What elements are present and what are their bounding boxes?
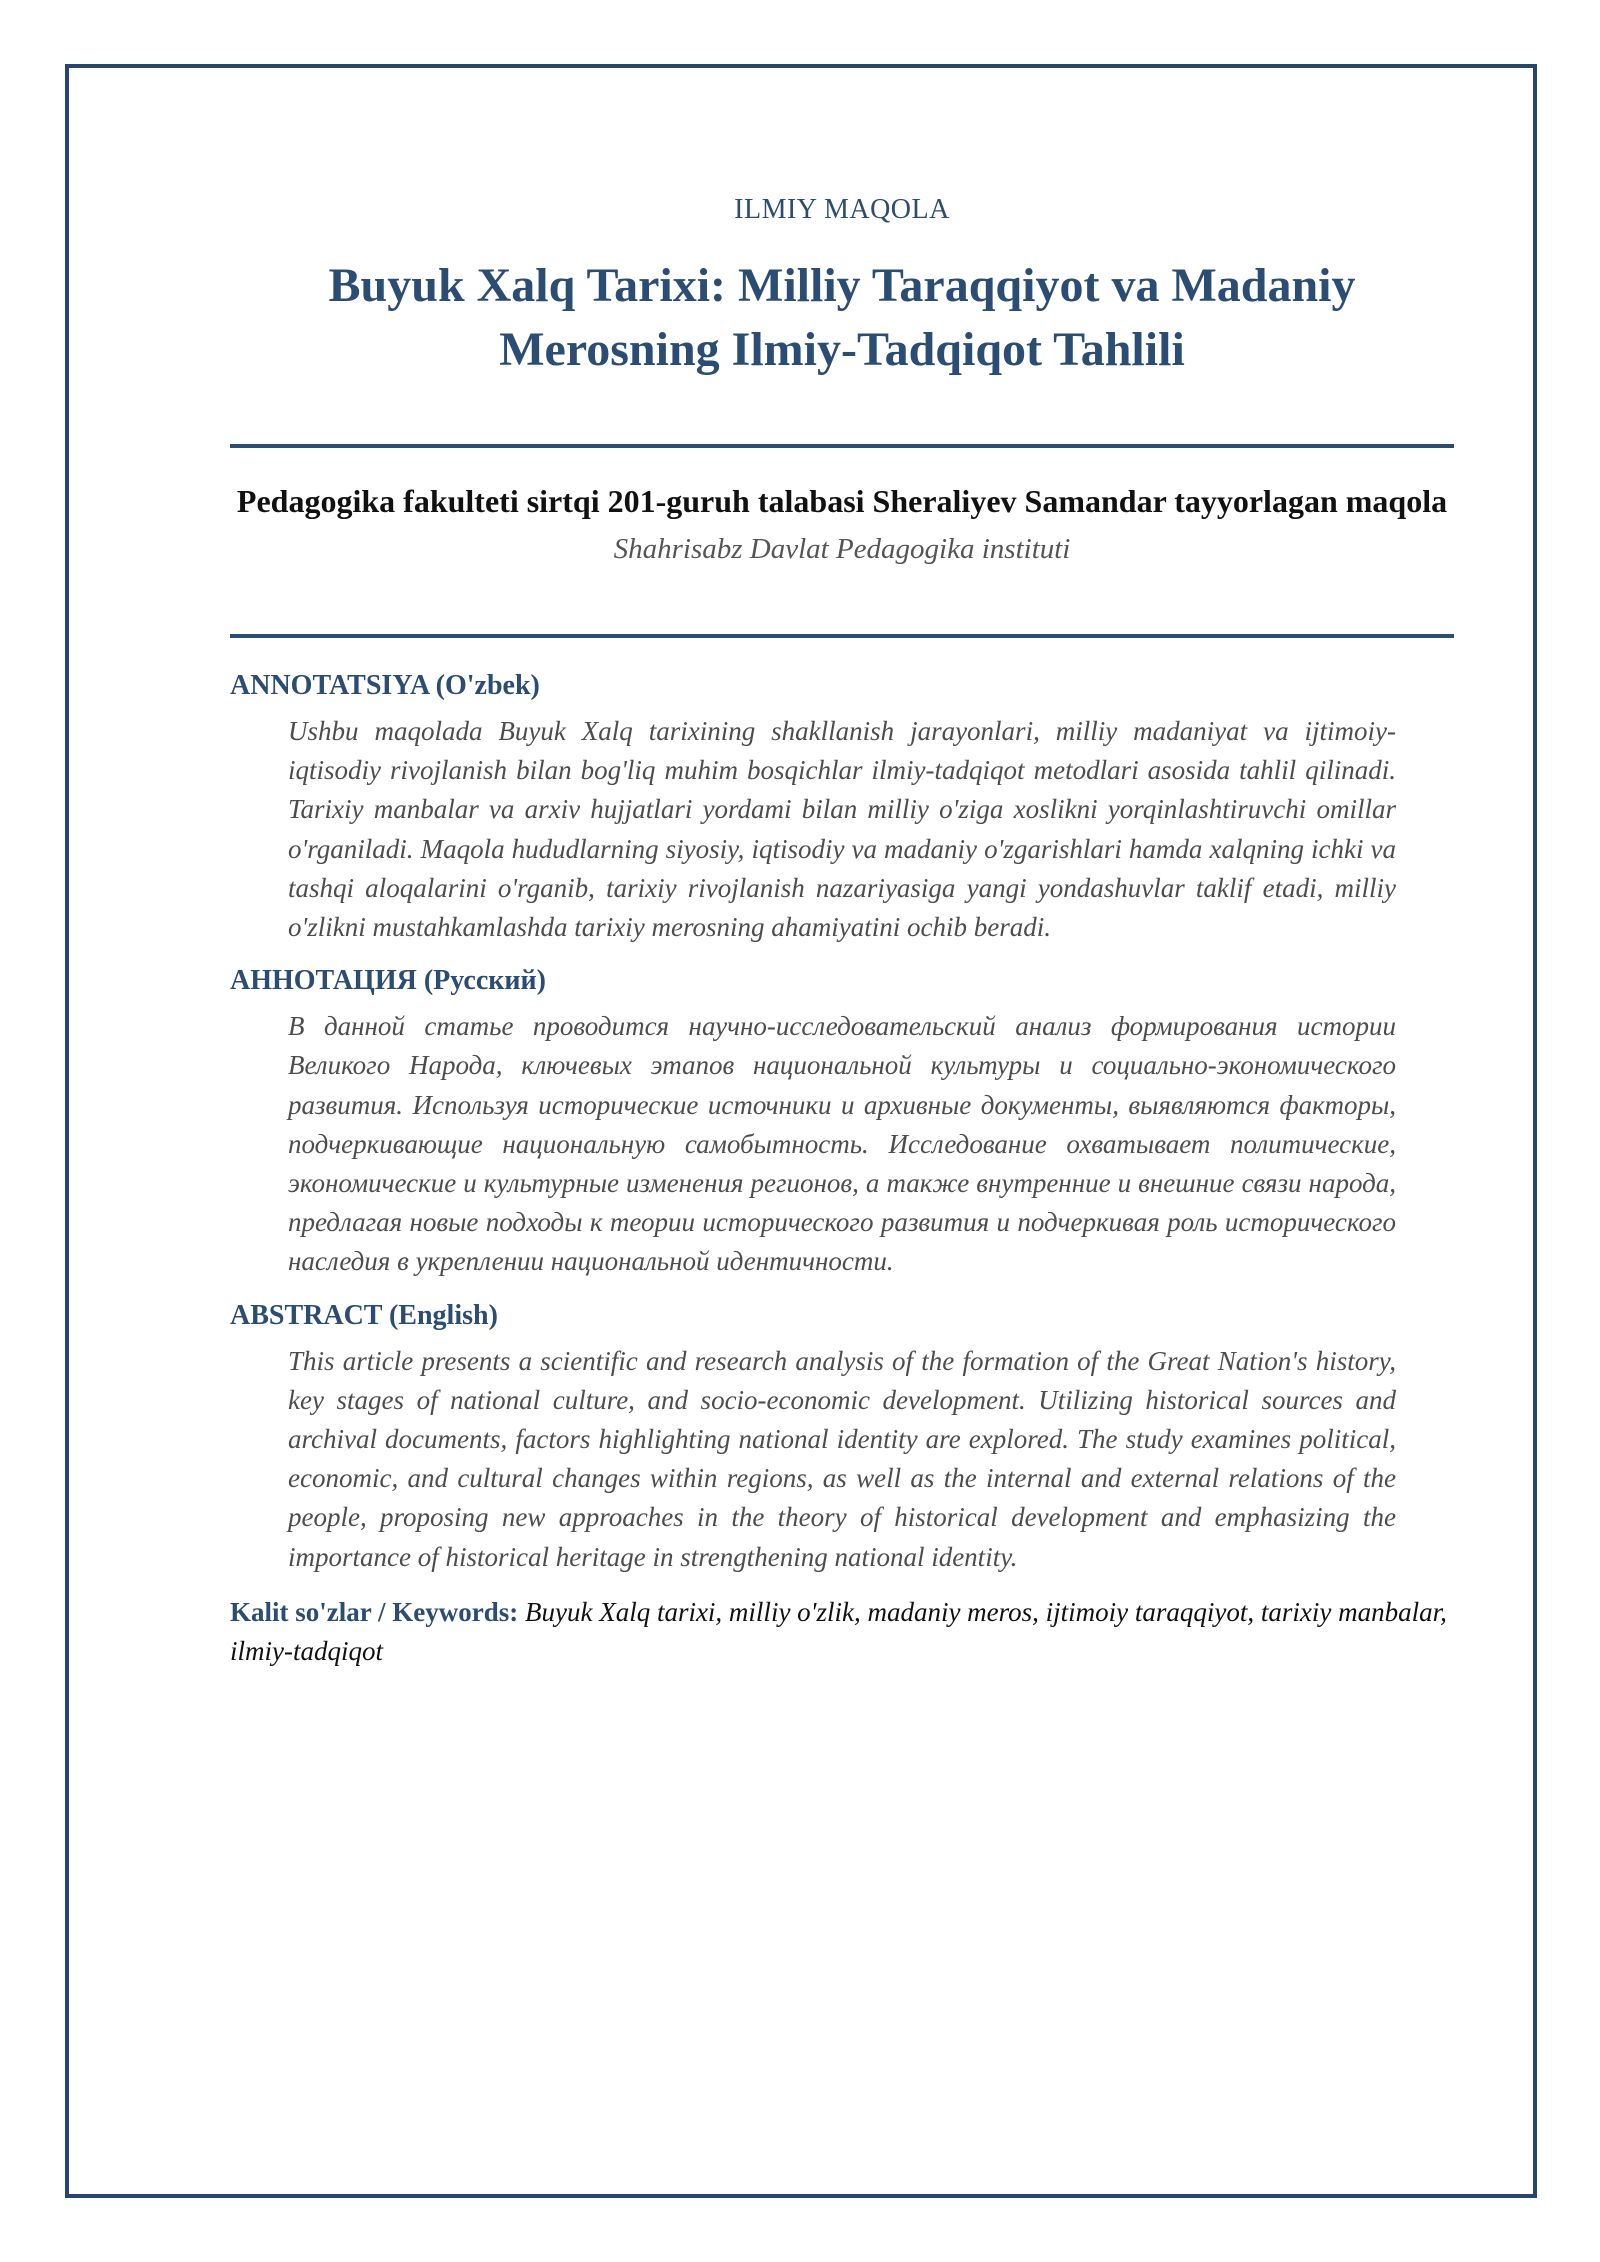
- abstract-english-heading: ABSTRACT (English): [230, 1299, 498, 1331]
- title-divider: [230, 444, 1454, 448]
- abstract-russian-heading: АННОТАЦИЯ (Русский): [230, 965, 546, 997]
- abstract-russian-text: В данной статье проводится научно-исследовательский анализ формирования истории Великого Народа, ключевых этапов национальной культуры и социально-экономического развития. Используя исторические источники и архивные документы, выявляются факторы, подчеркивающие национальную самобытность. Исследование охватывает политические, экономические и культурные изменения регионов, а также внутренние и внешние связи народа, предлагая новые подходы к теории исторического развития и подчеркивая роль исторического наследия в укреплении национальной идентичности.: [288, 1011, 1396, 1277]
- keywords-paragraph: [230, 1593, 1454, 1671]
- keywords-list: Buyuk Xalq tarixi, milliy o'zlik, madaniy meros, ijtimoiy taraqqiyot, tarixiy manbalar, ilmiy-tadqiqot: [230, 1596, 1447, 1666]
- institution-name: Shahrisabz Davlat Pedagogika instituti: [613, 533, 1071, 565]
- author-line: Pedagogika fakulteti sirtqi 201-guruh talabasi Sheraliyev Samandar tayyorlagan maqola: [236, 483, 1448, 519]
- abstract-english-section: [230, 1298, 1454, 1577]
- article-content: [230, 180, 1454, 1671]
- abstract-russian-section: [230, 963, 1454, 1281]
- abstract-uzbek-text: Ushbu maqolada Buyuk Xalq tarixining shakllanish jarayonlari, milliy madaniyat va ijtimoiy-iqtisodiy rivojlanish bilan bog'liq muhim bosqichlar ilmiy-tadqiqot metodlari asosida tahlil qilinadi. Tarixiy manbalar va arxiv hujjatlari yordami bilan milliy o'ziga xoslikni yorqinlashtiruvchi omillar o'rganiladi. Maqola hududlarning siyosiy, iqtisodiy va madaniy o'zgarishlari hamda xalqning ichki va tashqi aloqalarini o'rganib, tarixiy rivojlanish nazariyasiga yangi yondashuvlar taklif etadi, milliy o'zlikni mustahkamlashda tarixiy merosning ahamiyatini ochib beradi.: [288, 716, 1396, 943]
- author-divider: [230, 634, 1454, 638]
- article-type-label: ILMIY MAQOLA: [734, 194, 950, 225]
- abstract-uzbek-section: [230, 668, 1454, 947]
- article-title: Buyuk Xalq Tarixi: Milliy Taraqqiyot va Madaniy Merosning Ilmiy-Tadqiqot Tahlili: [328, 259, 1356, 376]
- abstract-uzbek-heading: ANNOTATSIYA (O'zbek): [230, 670, 540, 701]
- keywords-label: Kalit so'zlar / Keywords:: [230, 1596, 519, 1627]
- abstract-english-text: This article presents a scientific and research analysis of the formation of the Great Nation's history, key stages of national culture, and socio-economic development. Utilizing historical sources and archival documents, factors highlighting national identity are explored. The study examines political, economic, and cultural changes within regions, as well as the internal and external relations of the people, proposing new approaches in the theory of historical development and emphasizing the importance of historical heritage in strengthening national identity.: [288, 1345, 1396, 1572]
